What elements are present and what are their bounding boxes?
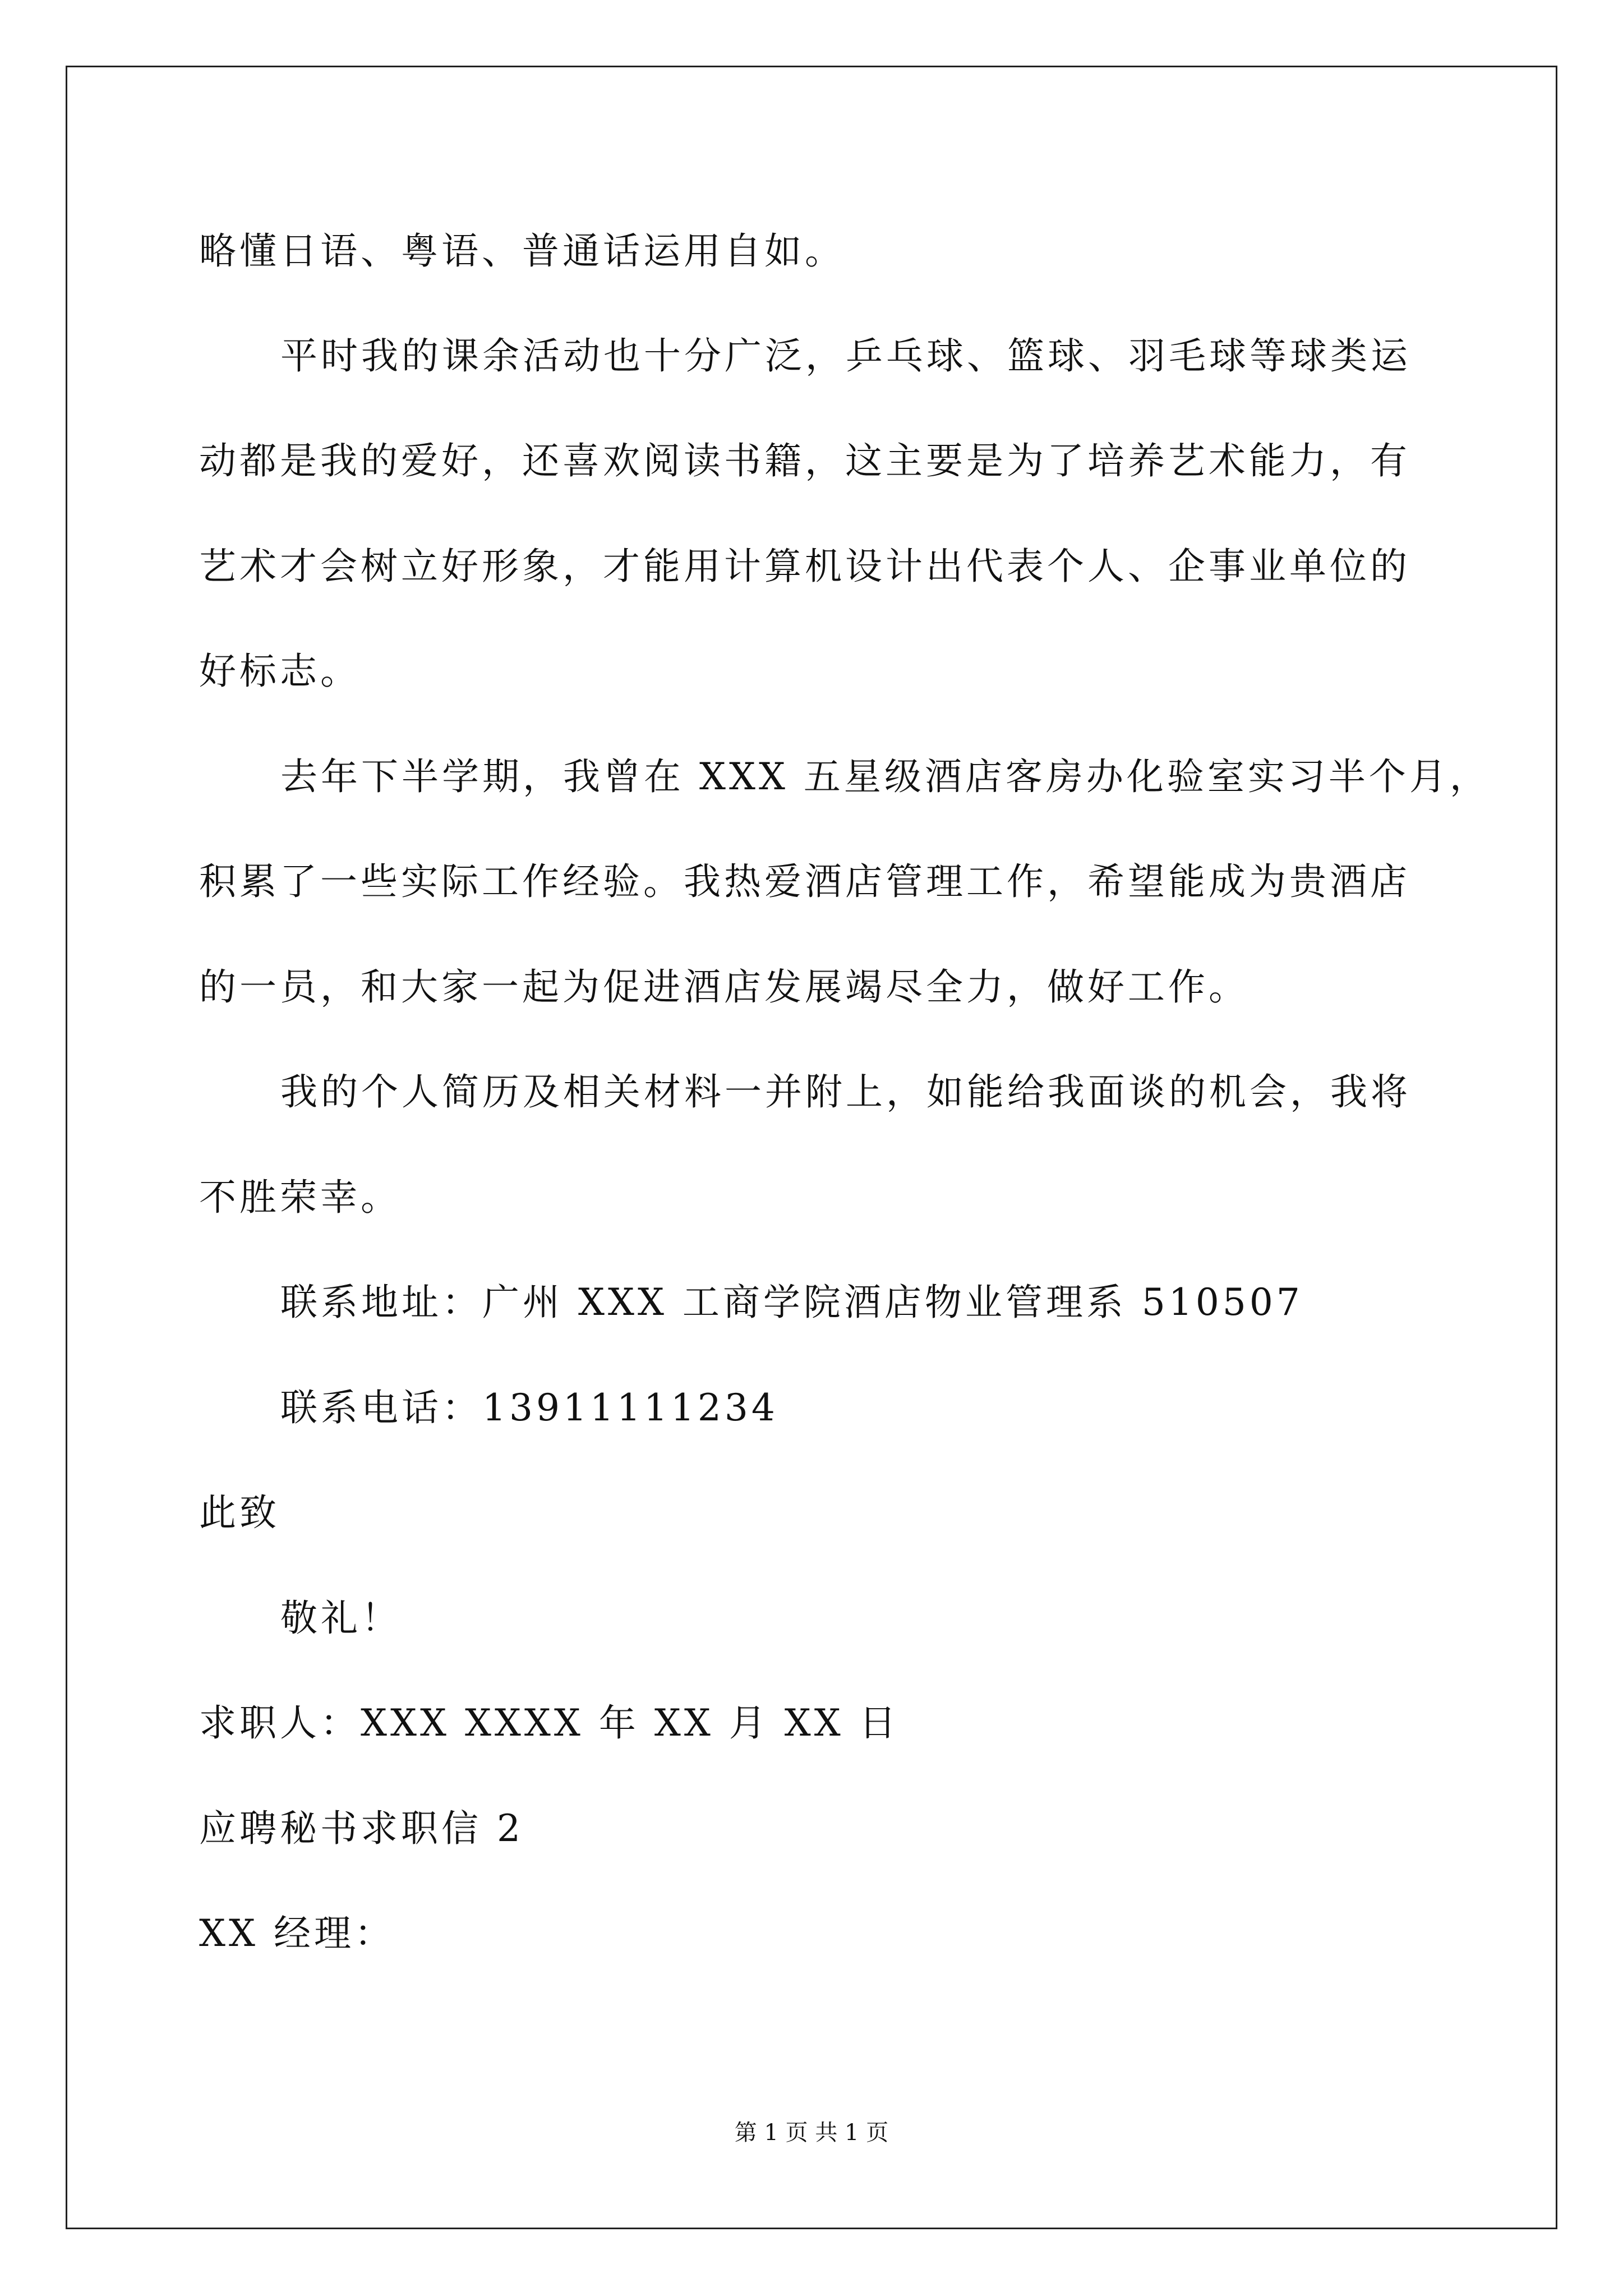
body-line-8: 的一员，和大家一起为促进酒店发展竭尽全力，做好工作。 [199,965,1249,1009]
contact-phone: 联系电话：13911111234 [280,1386,778,1429]
body-line-6: 去年下半学期，我曾在 XXX 五星级酒店客房办化验室实习半个月， [280,755,1490,798]
closing-salutation: 此致 [199,1491,280,1534]
body-line-2: 平时我的课余活动也十分广泛，乒乓球、篮球、羽毛球等球类运 [280,334,1411,378]
page-border [66,66,1557,2229]
body-line-9: 我的个人简历及相关材料一并附上，如能给我面谈的机会，我将 [280,1070,1411,1114]
body-line-1: 略懂日语、粤语、普通话运用自如。 [199,229,845,273]
body-line-4: 艺术才会树立好形象，才能用计算机设计出代表个人、企事业单位的 [199,545,1410,588]
section-heading: 应聘秘书求职信 2 [199,1807,524,1850]
contact-address: 联系地址：广州 XXX 工商学院酒店物业管理系 510507 [280,1281,1303,1324]
page-footer: 第 1 页 共 1 页 [734,2120,889,2146]
body-line-7: 积累了一些实际工作经验。我热爱酒店管理工作，希望能成为贵酒店 [199,860,1410,903]
recipient-greeting: XX 经理： [199,1912,395,1955]
body-line-5: 好标志。 [199,650,361,693]
body-line-10: 不胜荣幸。 [199,1176,401,1219]
body-line-3: 动都是我的爱好，还喜欢阅读书籍，这主要是为了培养艺术能力，有 [199,439,1410,482]
closing-regards: 敬礼！ [280,1596,402,1640]
signature-line: 求职人：XXX XXXX 年 XX 月 XX 日 [199,1701,900,1745]
